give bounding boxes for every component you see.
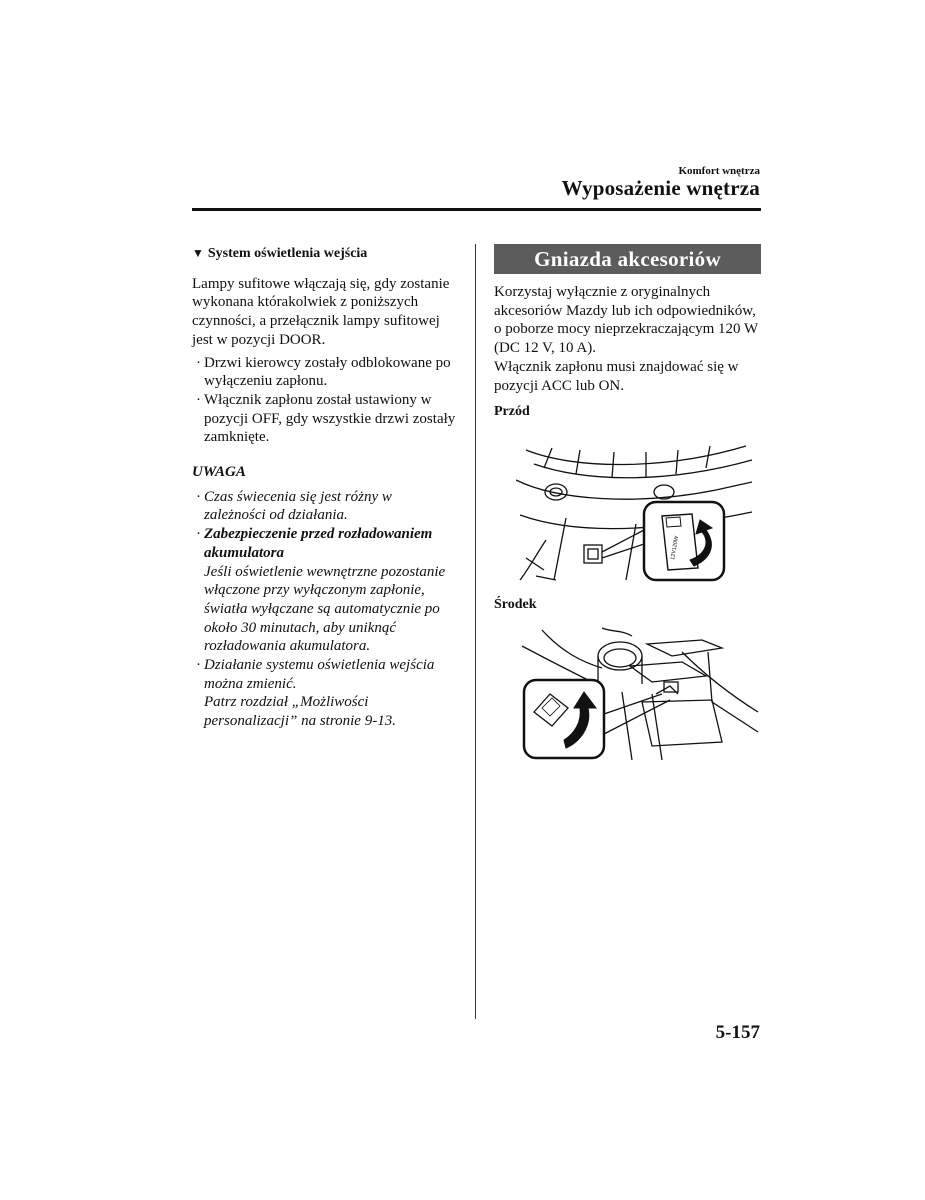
section-heading — [192, 244, 456, 264]
page-title: Wyposażenie wnętrza — [561, 176, 760, 200]
note-item — [192, 488, 456, 525]
header-rule — [192, 208, 761, 211]
cross-reference: Patrz rozdział „Możliwości personalizacji” na stronie 9-13. — [204, 694, 396, 730]
note-label: UWAGA — [192, 464, 246, 481]
center-label: Środek — [494, 597, 537, 612]
right-column — [494, 244, 761, 422]
socket-marking: 12V120W — [670, 535, 681, 561]
bullet-dot: · — [196, 391, 201, 408]
page-number: 5-157 — [715, 1022, 760, 1043]
bullet-dot: · — [196, 526, 201, 543]
bullet-dot: · — [196, 354, 201, 371]
accessory-paragraph: Korzystaj wyłącznie z oryginalnych akcesoriów Mazdy lub ich odpowiedników, o poborze mocy nieprzekraczającym 120 W (DC 12 V, 10 A). — [494, 284, 758, 357]
note-list — [192, 488, 456, 731]
note-text: Czas świecenia się jest różny w zależności od działania. — [204, 488, 392, 524]
note-text: Jeśli oświetlenie wewnętrzne pozostanie włączone przy wyłączonym zapłonie, światła wyłączane są automatycznie po około 30 minutach, aby uniknąć rozładowania akumulatora. — [204, 563, 446, 655]
triangle-marker: ▼ — [192, 246, 204, 260]
list-item-text: Włącznik zapłonu został ustawiony w pozycji OFF, gdy wszystkie drzwi zostały zamknięte. — [204, 391, 456, 446]
note-title: Zabezpieczenie przed rozładowaniem akumulatora — [204, 526, 433, 561]
column-divider — [475, 244, 476, 1019]
list-item — [192, 354, 456, 391]
note-item — [192, 525, 456, 656]
note-item — [192, 656, 456, 731]
chapter-label: Komfort wnętrza — [678, 165, 760, 177]
bullet-dot: · — [196, 657, 201, 674]
ignition-paragraph: Włącznik zapłonu musi znajdować się w pozycji ACC lub ON. — [494, 358, 739, 394]
intro-paragraph: Lampy sufitowe włączają się, gdy zostanie wykonana którakolwiek z poniższych czynności, a przełącznik lampy sufitowej jest w pozycji DOOR. — [192, 275, 450, 348]
section-heading-text: System oświetlenia wejścia — [207, 246, 368, 261]
section-title-box: Gniazda akcesoriów — [494, 244, 761, 274]
list-item-text: Drzwi kierowcy zostały odblokowane po wyłączeniu zapłonu. — [204, 354, 451, 390]
front-socket-illustration — [516, 440, 761, 585]
center-socket-illustration — [522, 622, 761, 760]
list-item — [192, 391, 456, 447]
bullet-dot: · — [196, 488, 201, 505]
note-text: Działanie systemu oświetlenia wejścia można zmienić. — [204, 657, 435, 692]
front-label: Przód — [494, 404, 530, 420]
left-column — [192, 244, 456, 731]
condition-list — [192, 354, 456, 448]
